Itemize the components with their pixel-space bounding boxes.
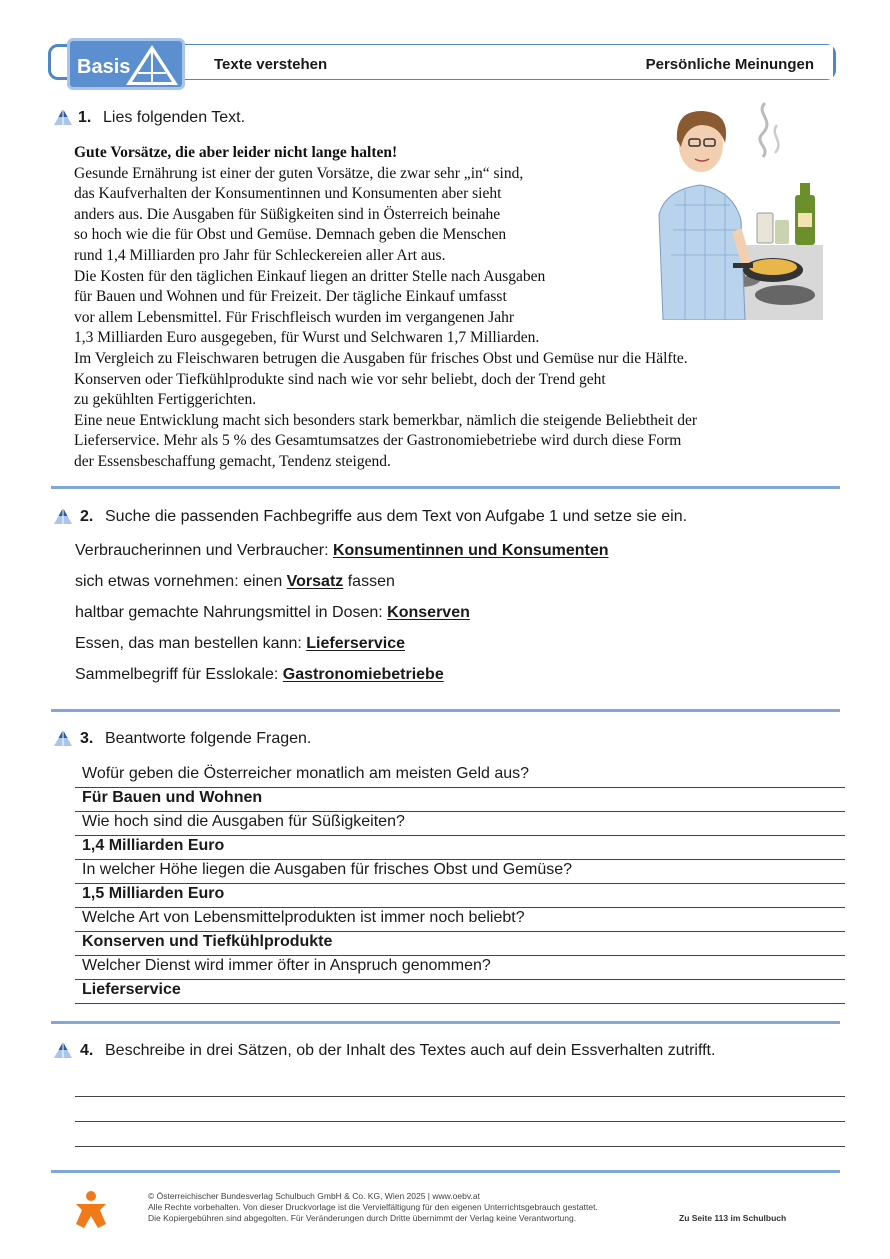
- header-topic-title: Persönliche Meinungen: [645, 56, 814, 73]
- question-row: In welcher Höhe liegen die Ausgaben für frisches Obst und Gemüse?: [75, 860, 845, 884]
- task3-number: 3.: [80, 730, 94, 747]
- text-line: Im Vergleich zu Fleischwaren betrugen die Ausgaben für frisches Obst und Gemüse nur die Hälfte.: [74, 349, 688, 367]
- task3-instruction: Beantworte folgende Fragen.: [105, 730, 312, 747]
- section-divider: [51, 1170, 840, 1173]
- answer-row: 1,5 Milliarden Euro: [75, 884, 845, 908]
- header-section-title: Texte verstehen: [214, 56, 328, 73]
- level-triangle-icon: [53, 108, 73, 126]
- term-answer: Vorsatz: [286, 573, 344, 590]
- text-line: das Kaufverhalten der Konsumentinnen und Konsumenten aber sieht: [74, 185, 502, 203]
- term-answer: Lieferservice: [306, 635, 405, 652]
- section-divider: [51, 709, 840, 712]
- answer-row: Lieferservice: [75, 980, 845, 1004]
- term-answer: Konsumentinnen und Konsumenten: [332, 542, 609, 559]
- pyramid-icon: [124, 43, 180, 87]
- writing-line[interactable]: [75, 1096, 845, 1097]
- task4-number: 4.: [80, 1042, 94, 1059]
- text-line: Eine neue Entwicklung macht sich besonders stark bemerkbar, nämlich die steigende Beliebtheit der: [74, 411, 698, 429]
- footer-rights: Alle Rechte vorbehalten. Von dieser Druckvorlage ist die Vervielfältigung für den eigenen Unterrichtsgebrauch gestattet.: [148, 1202, 598, 1212]
- footer-page-reference: Zu Seite 113 im Schulbuch: [679, 1213, 787, 1223]
- text-title: Gute Vorsätze, die aber leider nicht lange halten!: [74, 144, 398, 161]
- text-line: 1,3 Milliarden Euro ausgegeben, für Wurst und Selchwaren 1,7 Milliarden.: [74, 329, 540, 347]
- section-divider: [51, 1021, 840, 1024]
- writing-line[interactable]: [75, 1146, 845, 1147]
- cooking-person-illustration: [645, 95, 823, 320]
- question-row: Wie hoch sind die Ausgaben für Süßigkeiten?: [75, 812, 845, 836]
- text-line: zu gekühlten Fertiggerichten.: [74, 391, 257, 409]
- answer-row: Für Bauen und Wohnen: [75, 788, 845, 812]
- text-line: Lieferservice. Mehr als 5 % des Gesamtumsatzes der Gastronomiebetriebe wird durch diese Form: [74, 432, 682, 450]
- footer-disclaimer: Die Kopiergebühren sind abgegolten. Für Veränderungen durch Dritte übernimmt der Verlag keine Verantwortung.: [148, 1213, 577, 1223]
- text-line: Die Kosten für den täglichen Einkauf liegen an dritter Stelle nach Ausgaben: [74, 267, 546, 285]
- answer-row: Konserven und Tiefkühlprodukte: [75, 932, 845, 956]
- task1-instruction: Lies folgenden Text.: [103, 109, 246, 126]
- text-line: für Bauen und Wohnen und für Freizeit. Der tägliche Einkauf umfasst: [74, 288, 507, 306]
- text-line: der Essensbeschaffung gemacht, Tendenz steigend.: [74, 452, 391, 470]
- task2-instruction: Suche die passenden Fachbegriffe aus dem Text von Aufgabe 1 und setze sie ein.: [105, 508, 688, 525]
- text-line: Konserven oder Tiefkühlprodukte sind nach wie vor sehr beliebt, doch der Trend geht: [74, 370, 606, 388]
- section-divider: [51, 486, 840, 489]
- answer-row: 1,4 Milliarden Euro: [75, 836, 845, 860]
- level-triangle-icon: [53, 1041, 73, 1059]
- task2-number: 2.: [80, 508, 94, 525]
- term-item: Verbraucherinnen und Verbraucher: Konsumentinnen und Konsumenten: [75, 542, 609, 559]
- question-row: Wofür geben die Österreicher monatlich am meisten Geld aus?: [75, 764, 845, 788]
- task1-number: 1.: [78, 109, 92, 126]
- term-item: haltbar gemachte Nahrungsmittel in Dosen: Konserven: [75, 604, 470, 621]
- writing-line[interactable]: [75, 1121, 845, 1122]
- task4-instruction: Beschreibe in drei Sätzen, ob der Inhalt des Textes auch auf dein Essverhalten zutrifft.: [105, 1042, 716, 1059]
- text-line: so hoch wie die für Obst und Gemüse. Demnach geben die Menschen: [74, 226, 507, 244]
- text-line: anders aus. Die Ausgaben für Süßigkeiten sind in Österreich beinahe: [74, 205, 501, 223]
- term-item: Sammelbegriff für Esslokale: Gastronomiebetriebe: [75, 666, 444, 683]
- question-row: Welche Art von Lebensmittelprodukten ist immer noch beliebt?: [75, 908, 845, 932]
- footer-copyright: © Österreichischer Bundesverlag Schulbuch GmbH & Co. KG, Wien 2025 | www.oebv.at: [148, 1191, 480, 1201]
- oebv-logo-icon: [72, 1190, 110, 1230]
- term-item: sich etwas vornehmen: einen Vorsatz fassen: [75, 573, 395, 590]
- text-line: vor allem Lebensmittel. Für Frischfleisch wurden im vergangenen Jahr: [74, 308, 515, 326]
- term-answer: Konserven: [387, 604, 470, 621]
- text-line: Gesunde Ernährung ist einer der guten Vorsätze, die zwar sehr „in“ sind,: [74, 164, 524, 182]
- basis-label: Basis: [77, 56, 131, 78]
- question-row: Welcher Dienst wird immer öfter in Anspruch genommen?: [75, 956, 845, 980]
- term-item: Essen, das man bestellen kann: Lieferservice: [75, 635, 405, 652]
- text-line: rund 1,4 Milliarden pro Jahr für Schleckereien aller Art aus.: [74, 246, 446, 264]
- level-triangle-icon: [53, 729, 73, 747]
- term-answer: Gastronomiebetriebe: [282, 666, 444, 683]
- level-triangle-icon: [53, 507, 73, 525]
